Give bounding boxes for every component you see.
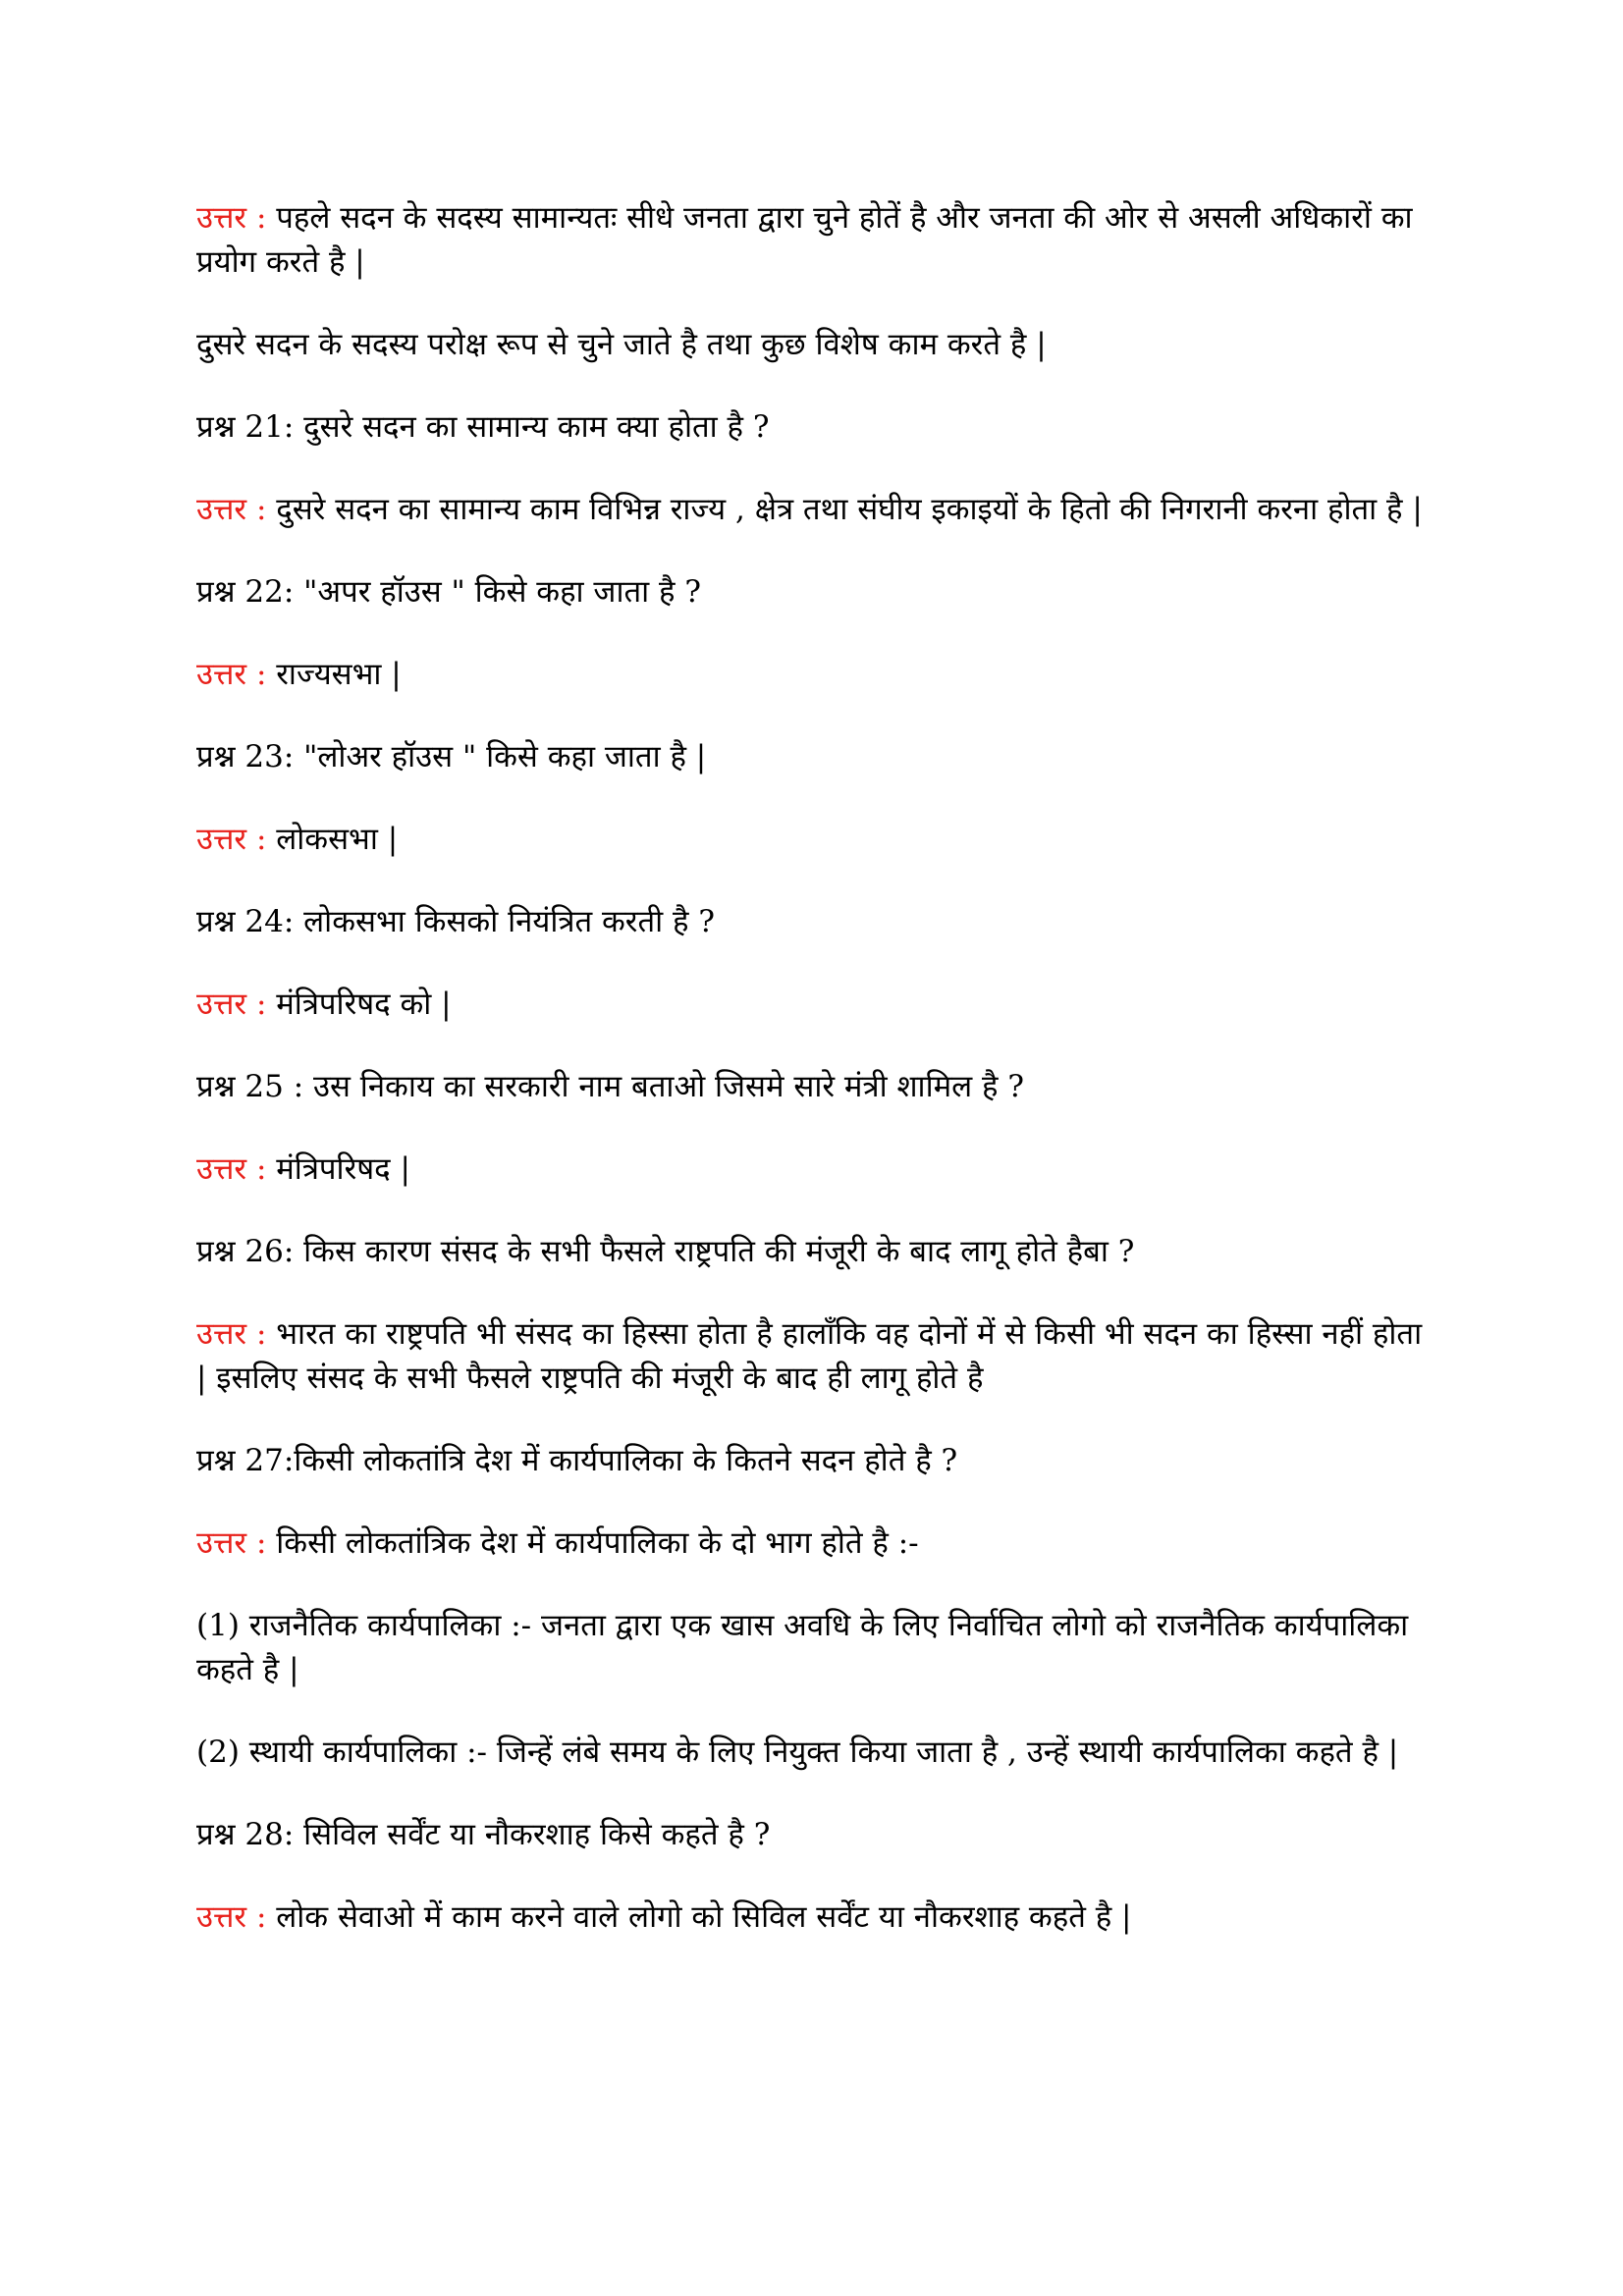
- question-paragraph: [196, 570, 1434, 614]
- paragraph-text: (1) राजनैतिक कार्यपालिका :- जनता द्वारा एक खास अवधि के लिए निर्वाचित लोगो को राजनैतिक कार्यपालिका कहते है |: [196, 1608, 1409, 1687]
- answer-text: पहले सदन के सदस्य सामान्यतः सीधे जनता द्वारा चुने होतें है और जनता की ओर से असली अधिकारों का प्रयोग करते है |: [196, 200, 1413, 280]
- question-text: प्रश्न 23: "लोअर हॉउस " किसे कहा जाता है |: [196, 739, 707, 774]
- answer-text: लोक सेवाओ में काम करने वाले लोगो को सिविल सर्वेंट या नौकरशाह कहते है |: [276, 1899, 1132, 1935]
- question-text: प्रश्न 22: "अपर हॉउस " किसे कहा जाता है ?: [196, 574, 701, 610]
- question-paragraph: [196, 1813, 1434, 1857]
- question-text: प्रश्न 25 : उस निकाय का सरकारी नाम बताओ जिसमे सारे मंत्री शामिल है ?: [196, 1069, 1024, 1104]
- paragraph-text: दुसरे सदन के सदस्य परोक्ष रूप से चुने जाते है तथा कुछ विशेष काम करते है |: [196, 327, 1047, 362]
- question-paragraph: [196, 1065, 1434, 1109]
- question-text: प्रश्न 24: लोकसभा किसको नियंत्रित करती है ?: [196, 904, 715, 939]
- answer-label: उत्तर :: [196, 657, 267, 692]
- answer-paragraph: [196, 196, 1434, 285]
- question-paragraph: [196, 405, 1434, 450]
- answer-label: उत्तर :: [196, 1316, 267, 1352]
- question-text: प्रश्न 27:किसी लोकतांत्रि देश में कार्यपालिका के कितने सदन होते है ?: [196, 1443, 958, 1478]
- paragraph-text: (2) स्थायी कार्यपालिका :- जिन्हें लंबे समय के लिए नियुक्त किया जाता है , उन्हें स्थायी कार्यपालिका कहते है |: [196, 1735, 1399, 1770]
- question-paragraph: [196, 900, 1434, 944]
- text-paragraph: [196, 1604, 1434, 1692]
- answer-text: किसी लोकतांत्रिक देश में कार्यपालिका के दो भाग होते है :-: [276, 1525, 919, 1561]
- question-paragraph: [196, 1439, 1434, 1483]
- question-text: प्रश्न 28: सिविल सर्वेंट या नौकरशाह किसे कहते है ?: [196, 1817, 771, 1852]
- answer-paragraph: [196, 1148, 1434, 1192]
- answer-label: उत्तर :: [196, 987, 267, 1022]
- answer-label: उत्तर :: [196, 822, 267, 857]
- answer-paragraph: [196, 653, 1434, 697]
- answer-label: उत्तर :: [196, 1899, 267, 1935]
- answer-text: मंत्रिपरिषद को |: [276, 987, 452, 1022]
- text-paragraph: [196, 323, 1434, 367]
- answer-text: मंत्रिपरिषद |: [276, 1151, 410, 1187]
- qa-content: [196, 196, 1434, 1978]
- answer-label: उत्तर :: [196, 1151, 267, 1187]
- answer-paragraph: [196, 488, 1434, 532]
- question-paragraph: [196, 1230, 1434, 1274]
- answer-paragraph: [196, 983, 1434, 1027]
- question-text: प्रश्न 21: दुसरे सदन का सामान्य काम क्या होता है ?: [196, 409, 770, 445]
- answer-text: राज्यसभा |: [276, 657, 402, 692]
- answer-text: भारत का राष्ट्रपति भी संसद का हिस्सा होता है हालाँकि वह दोनों में से किसी भी सदन का हिस्सा नहीं होता | इसलिए संसद के सभी फैसले राष्ट्रपति की मंजूरी के बाद ही लागू होते है: [196, 1316, 1423, 1396]
- answer-label: उत्तर :: [196, 492, 267, 527]
- answer-paragraph: [196, 818, 1434, 862]
- answer-paragraph: [196, 1896, 1434, 1940]
- answer-paragraph: [196, 1522, 1434, 1566]
- question-text: प्रश्न 26: किस कारण संसद के सभी फैसले राष्ट्रपति की मंजूरी के बाद लागू होते हैबा ?: [196, 1234, 1135, 1269]
- answer-label: उत्तर :: [196, 1525, 267, 1561]
- answer-paragraph: [196, 1312, 1434, 1401]
- answer-text: दुसरे सदन का सामान्य काम विभिन्न राज्य , क्षेत्र तथा संघीय इकाइयों के हितो की निगरानी करना होता है |: [276, 492, 1423, 527]
- answer-label: उत्तर :: [196, 200, 267, 236]
- text-paragraph: [196, 1731, 1434, 1775]
- question-paragraph: [196, 735, 1434, 779]
- answer-text: लोकसभा |: [276, 822, 399, 857]
